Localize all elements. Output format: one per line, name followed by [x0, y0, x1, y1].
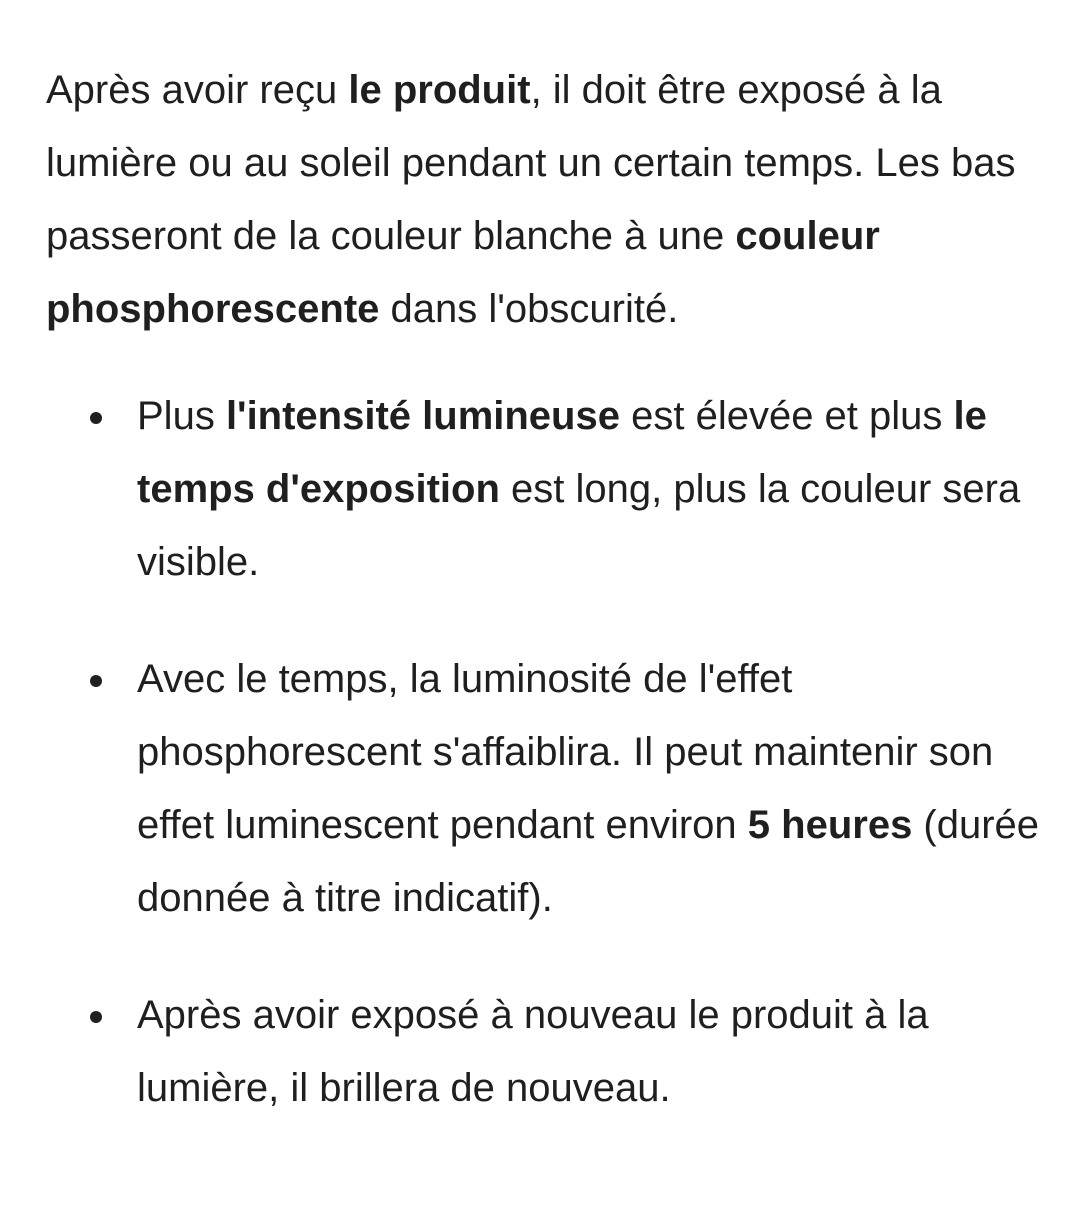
bullet-list — [46, 380, 1040, 1125]
bullet-1-text-3: est long, plus la couleur sera visible. — [137, 467, 1021, 584]
intro-bold-product: le produit — [348, 68, 531, 112]
bullet-dot-icon — [90, 675, 102, 687]
bullet-3-text-1: Après avoir exposé à nouveau le produit à la lumière, il brillera de nouveau. — [137, 993, 929, 1110]
intro-text-1: Après avoir reçu — [46, 68, 349, 112]
bullet-2-text-2: (durée donnée à titre indicatif). — [137, 803, 1040, 920]
bullet-1-text-1: Plus — [137, 394, 226, 438]
bullet-1-bold-2: le temps d'exposition — [137, 394, 987, 511]
intro-paragraph — [46, 54, 1040, 346]
intro-bold-color: couleur phosphorescente — [46, 214, 880, 331]
bullet-dot-icon — [90, 412, 102, 424]
bullet-item-duration — [46, 643, 1040, 935]
intro-text-2: , il doit être exposé à la lumière ou au soleil pendant un certain temps. Les bas passeront de la couleur blanche à une — [46, 68, 1016, 258]
bullet-2-bold-1: 5 heures — [747, 803, 913, 847]
bullet-1-bold-1: l'intensité lumineuse — [225, 394, 620, 438]
bullet-1-text-2: est élevée et plus — [619, 394, 954, 438]
bullet-item-intensity — [46, 380, 1040, 599]
bullet-dot-icon — [90, 1011, 102, 1023]
bullet-item-reexpose — [46, 979, 1040, 1125]
intro-text-3: dans l'obscurité. — [379, 287, 679, 331]
bullet-2-text-1: Avec le temps, la luminosité de l'effet phosphorescent s'affaiblira. Il peut maintenir son effet luminescent pendant environ — [137, 657, 994, 847]
